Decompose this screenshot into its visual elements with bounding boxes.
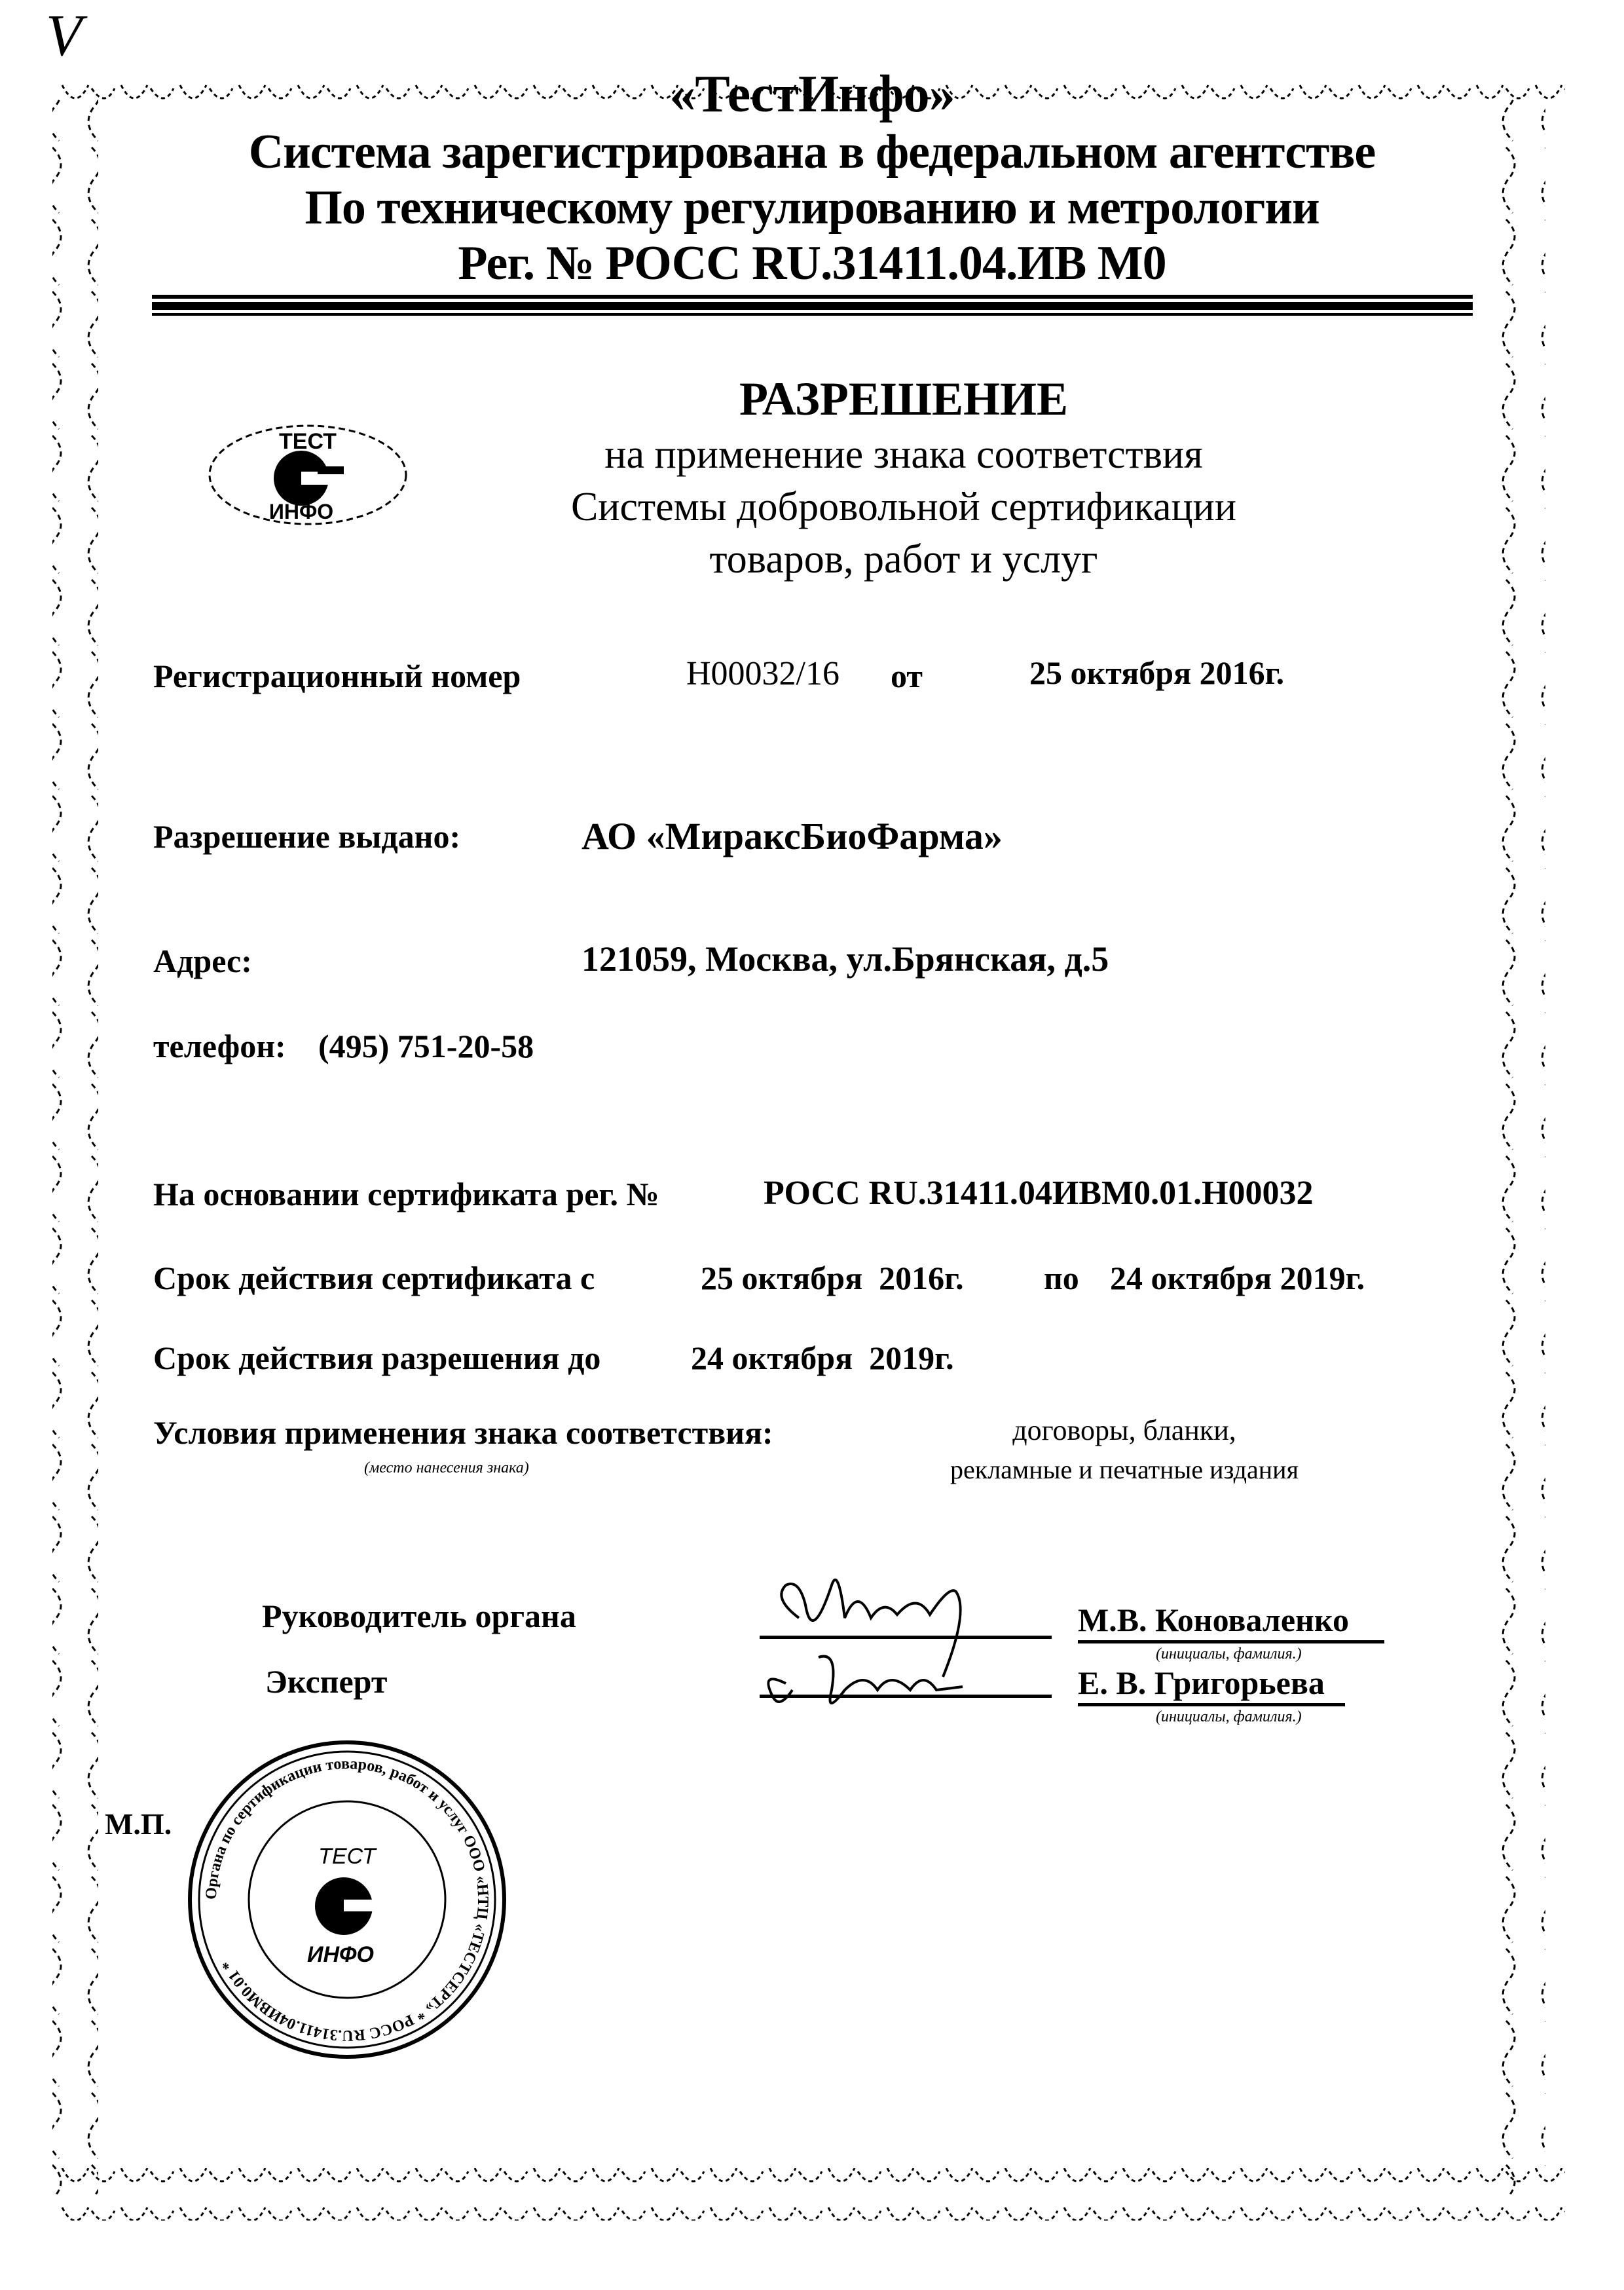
phone-value: (495) 751-20-58 bbox=[318, 1028, 534, 1064]
from-label: от bbox=[891, 658, 923, 694]
head-name-underline bbox=[1078, 1640, 1384, 1643]
conditions-value-1: договоры, бланки, bbox=[1012, 1414, 1236, 1446]
subtitle-line-3: товаров, работ и услуг bbox=[709, 537, 1098, 582]
header-rule-thick bbox=[152, 302, 1473, 310]
address-label: Адрес: bbox=[153, 943, 252, 979]
stamp-ring-text: Органа по сертификации товаров, работ и услуг ООО «НТЦ «ТЕСТСЕРТ» * РОСС RU.31411.04ИВМ0.01 * bbox=[202, 1755, 492, 2044]
phone-label: телефон: bbox=[153, 1028, 286, 1064]
head-name: М.В. Коноваленко bbox=[1078, 1602, 1350, 1638]
stamp-center-top: ТЕСТ bbox=[318, 1844, 376, 1869]
cert-to-label: по bbox=[1044, 1260, 1079, 1296]
header-line-2: По техническому регулированию и метрологии bbox=[304, 181, 1320, 235]
subtitle-line-2: Системы добровольной сертификации bbox=[570, 485, 1237, 529]
permit-period-label: Срок действия разрешения до bbox=[153, 1340, 601, 1376]
expert-name: Е. В. Григорьева bbox=[1078, 1664, 1325, 1701]
head-signature-line bbox=[760, 1636, 1052, 1639]
brand-title: «ТестИнфо» bbox=[669, 66, 955, 123]
header-line-3: Рег. № РОСС RU.31411.04.ИВ М0 bbox=[458, 236, 1166, 290]
cert-from: 25 октября 2016г. bbox=[701, 1260, 964, 1296]
header-rule-thin bbox=[152, 295, 1473, 299]
expert-signature-line bbox=[760, 1695, 1052, 1698]
reg-number-value: Н00032/16 bbox=[686, 655, 840, 692]
reg-date: 25 октября 2016г. bbox=[1029, 654, 1285, 691]
expert-name-hint: (инициалы, фамилия.) bbox=[1156, 1708, 1302, 1725]
corner-mark: V bbox=[46, 3, 82, 68]
cert-to: 24 октября 2019г. bbox=[1110, 1260, 1365, 1296]
header-rule-thin-2 bbox=[152, 313, 1473, 316]
issued-value: АО «МираксБиоФарма» bbox=[581, 815, 1003, 857]
organization-stamp bbox=[183, 1736, 511, 2063]
expert-label: Эксперт bbox=[265, 1663, 388, 1700]
expert-name-underline bbox=[1078, 1703, 1345, 1706]
stamp-center-bottom: ИНФО bbox=[307, 1942, 374, 1967]
stamp-mark: М.П. bbox=[105, 1807, 172, 1841]
conditions-value-2: рекламные и печатные издания bbox=[950, 1455, 1299, 1484]
cert-period-label: Срок действия сертификата с bbox=[153, 1260, 595, 1296]
logo-bottom-text: ИНФО bbox=[268, 500, 334, 523]
header-line-1: Система зарегистрирована в федеральном агентстве bbox=[248, 125, 1376, 179]
head-name-hint: (инициалы, фамилия.) bbox=[1156, 1645, 1302, 1662]
issued-label: Разрешение выдано: bbox=[153, 818, 461, 855]
conditions-hint: (место нанесения знака) bbox=[364, 1459, 529, 1476]
subtitle-line-1: на применение знака соответствия bbox=[604, 432, 1203, 477]
address-value: 121059, Москва, ул.Брянская, д.5 bbox=[581, 939, 1109, 979]
certificate-value: РОСС RU.31411.04ИВМ0.01.Н00032 bbox=[764, 1174, 1314, 1212]
reg-number-label: Регистрационный номер bbox=[153, 658, 521, 694]
permit-to: 24 октября 2019г. bbox=[691, 1340, 954, 1376]
logo-top-text: ТЕСТ bbox=[279, 429, 337, 454]
certificate-label: На основании сертификата рег. № bbox=[153, 1176, 659, 1212]
conditions-label: Условия применения знака соответствия: bbox=[153, 1414, 773, 1451]
head-label: Руководитель органа bbox=[262, 1598, 576, 1634]
document-title: РАЗРЕШЕНИЕ bbox=[739, 373, 1069, 425]
